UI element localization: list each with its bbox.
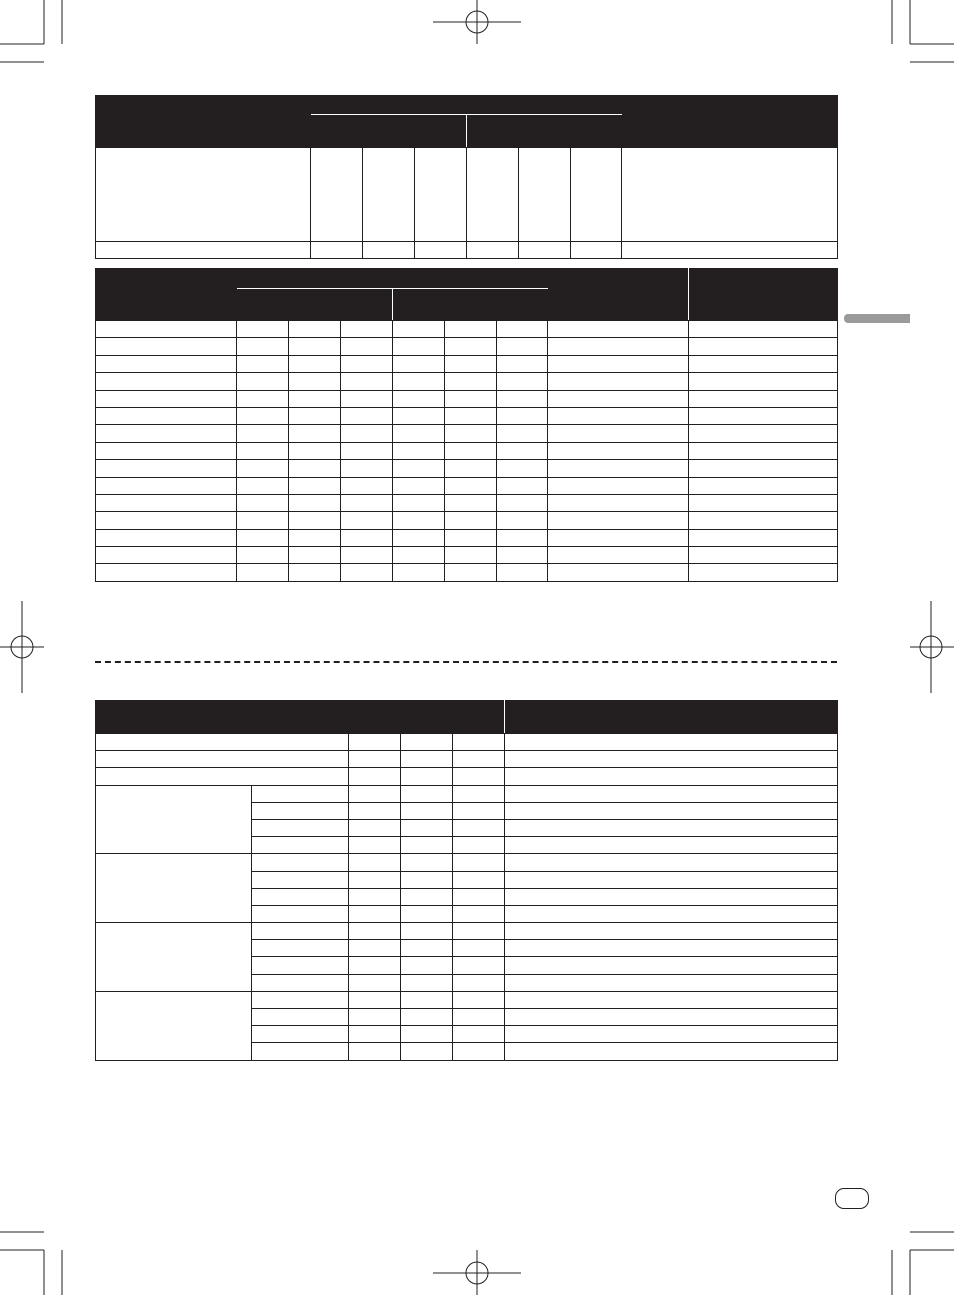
- table-row: [96, 529, 838, 546]
- table-2-header-cell: [548, 269, 689, 321]
- table-row: [96, 564, 838, 581]
- table-row: [96, 338, 838, 355]
- crop-mark-icon: [0, 1232, 62, 1295]
- registration-target-icon: [910, 601, 954, 693]
- section-tab: [844, 314, 910, 323]
- table-row: [96, 407, 838, 424]
- table-3: [95, 700, 838, 1061]
- table-1-header-cell: [96, 96, 311, 148]
- crop-mark-icon: [892, 1232, 954, 1295]
- table-row: [96, 512, 838, 529]
- table-row: [96, 321, 838, 338]
- table-row: [96, 734, 838, 751]
- table-2-header-cell: [237, 289, 393, 321]
- section-divider: [95, 661, 837, 663]
- table-row: [96, 854, 838, 871]
- table-row: [96, 923, 838, 940]
- table-2: [95, 268, 838, 582]
- table-row: [96, 442, 838, 459]
- registration-target-icon: [0, 601, 44, 693]
- table-1-header-cell: [467, 115, 622, 148]
- table-1-header-cell: [311, 96, 622, 115]
- table-row: [96, 355, 838, 372]
- crop-mark-icon: [0, 0, 62, 62]
- table-1-header-cell: [311, 115, 467, 148]
- table-row: [96, 547, 838, 564]
- table-2-header-cell: [689, 269, 838, 321]
- table-1-header-cell: [622, 96, 838, 148]
- group-cell: [96, 923, 252, 992]
- table-row: [96, 494, 838, 511]
- page-number-badge: [835, 1188, 869, 1209]
- table-3-header-cell: [505, 701, 838, 734]
- table-2-header-cell: [96, 269, 237, 321]
- table-1: [95, 95, 838, 259]
- table-row: [96, 460, 838, 477]
- group-cell: [96, 785, 252, 854]
- group-cell: [96, 854, 252, 923]
- table-row: [96, 373, 838, 390]
- table-3-header-cell: [96, 701, 349, 734]
- registration-target-icon: [433, 1250, 521, 1295]
- table-3-header-cell: [349, 701, 505, 734]
- table-2-header-cell: [237, 269, 548, 289]
- table-2-header-cell: [393, 289, 548, 321]
- registration-target-icon: [433, 0, 521, 44]
- table-row: [96, 477, 838, 494]
- table-row: [96, 390, 838, 407]
- table-row: [96, 148, 838, 242]
- table-row: [96, 751, 838, 768]
- table-row: [96, 785, 838, 802]
- table-row: [96, 991, 838, 1008]
- table-row: [96, 242, 838, 259]
- table-row: [96, 768, 838, 785]
- crop-mark-icon: [892, 0, 954, 62]
- group-cell: [96, 991, 252, 1060]
- table-row: [96, 425, 838, 442]
